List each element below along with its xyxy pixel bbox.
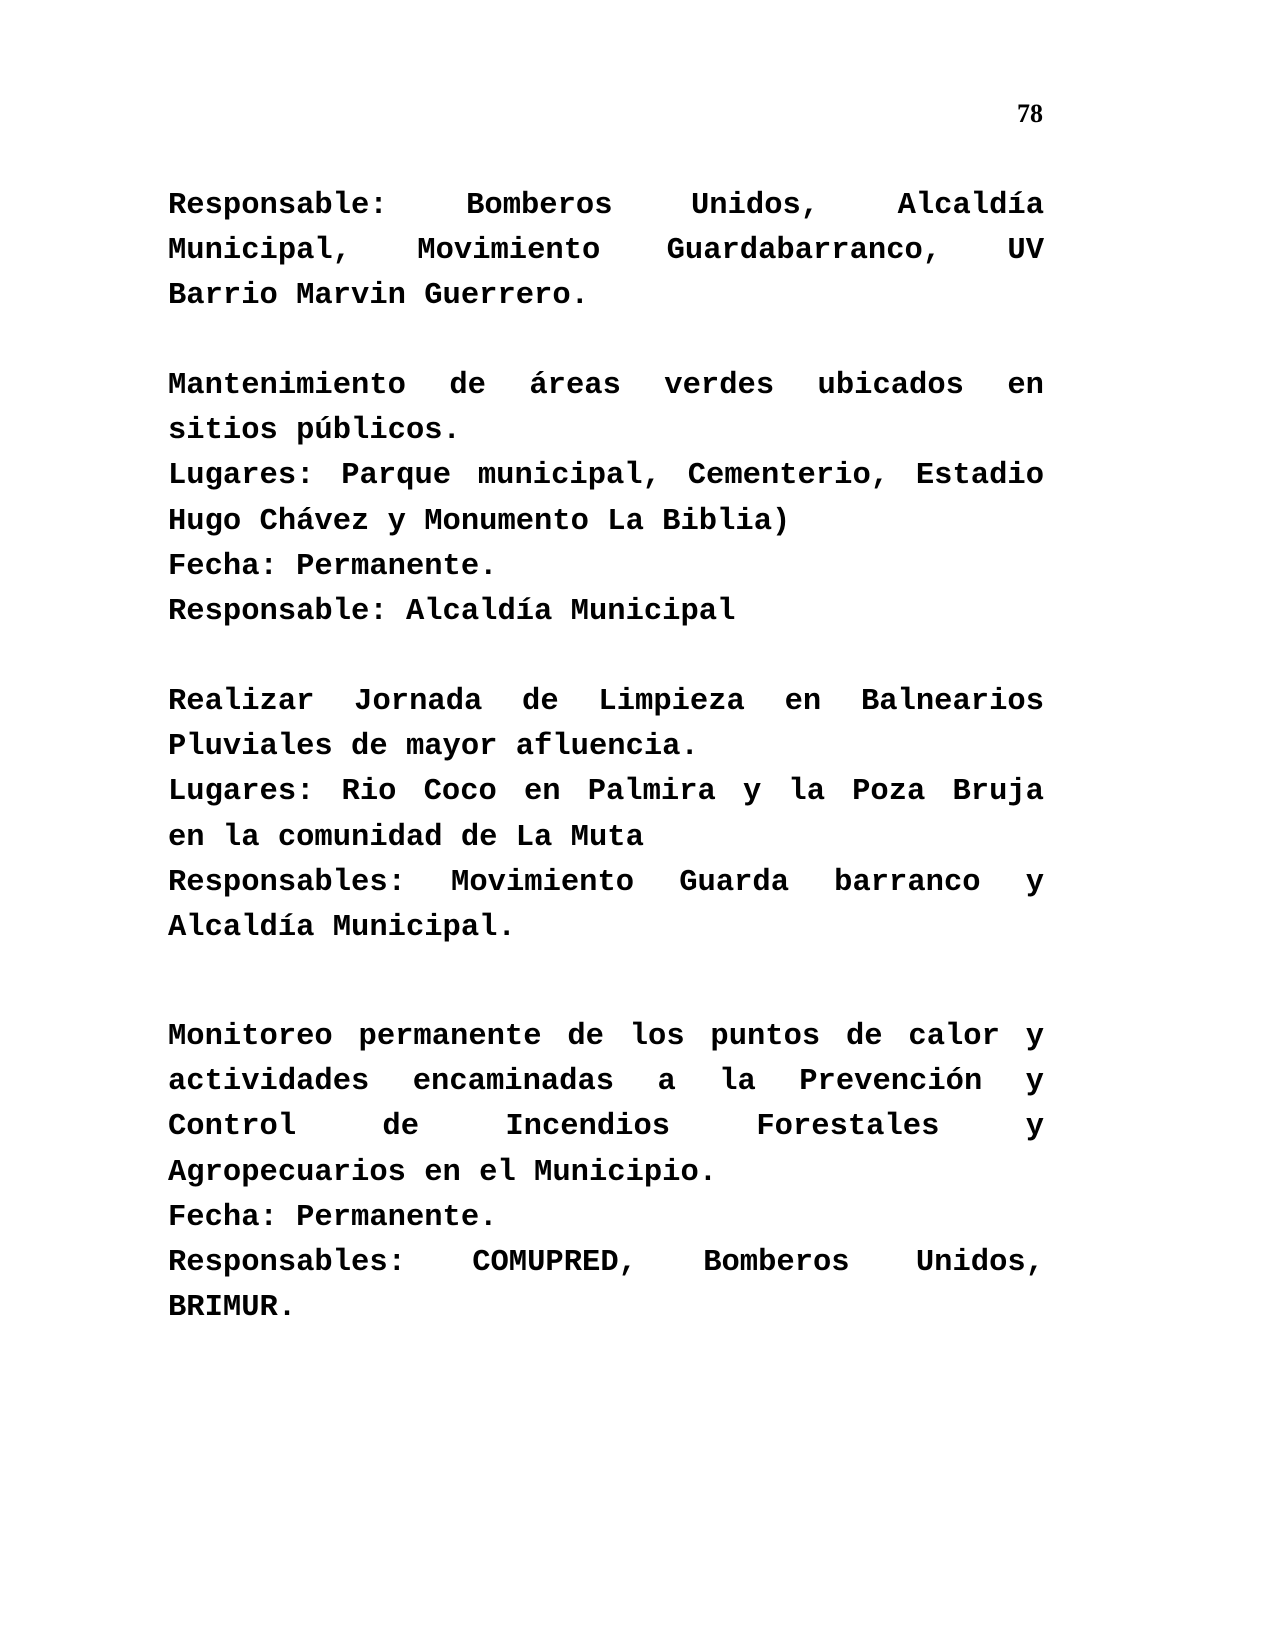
text-line: Municipal, Movimiento Guardabarranco, UV xyxy=(168,234,1044,269)
paragraph-monitoreo-puntos-calor xyxy=(168,1015,1044,1331)
text-line: Monitoreo permanente de los puntos de calor y xyxy=(168,1020,1044,1054)
text-line: Responsables: Movimiento Guarda barranco y xyxy=(168,865,1044,900)
paragraph-responsables-bomberos xyxy=(168,184,1044,320)
text-line: Pluviales de mayor afluencia. xyxy=(168,730,699,765)
text-line: Control de Incendios Forestales y xyxy=(168,1110,1044,1145)
text-line: Barrio Marvin Guerrero. xyxy=(168,279,589,314)
text-line: Lugares: Parque municipal, Cementerio, Estadio xyxy=(168,459,1044,494)
text-line: Lugares: Rio Coco en Palmira y la Poza Bruja xyxy=(168,775,1044,810)
text-line: BRIMUR. xyxy=(168,1291,297,1326)
page-number: 78 xyxy=(1017,99,1043,128)
text-line: Responsables: COMUPRED, Bomberos Unidos, xyxy=(168,1245,1044,1280)
text-line: actividades encaminadas a la Prevención y xyxy=(168,1065,1044,1100)
text-line: Fecha: Permanente. xyxy=(168,1200,498,1235)
text-line: Hugo Chávez y Monumento La Biblia) xyxy=(168,504,791,539)
text-line: Realizar Jornada de Limpieza en Balnearios xyxy=(168,685,1044,719)
text-line: Mantenimiento de áreas verdes ubicados en xyxy=(168,369,1044,403)
text-line: en la comunidad de La Muta xyxy=(168,820,644,855)
text-line: Agropecuarios en el Municipio. xyxy=(168,1155,718,1190)
text-line: Fecha: Permanente. xyxy=(168,549,498,584)
paragraph-jornada-limpieza xyxy=(168,680,1044,951)
text-line: Responsable: Bomberos Unidos, Alcaldía xyxy=(168,189,1044,223)
text-line: Responsable: Alcaldía Municipal xyxy=(168,594,736,629)
text-line: Alcaldía Municipal. xyxy=(168,910,516,945)
text-line: sitios públicos. xyxy=(168,414,461,449)
paragraph-mantenimiento-areas-verdes xyxy=(168,364,1044,635)
